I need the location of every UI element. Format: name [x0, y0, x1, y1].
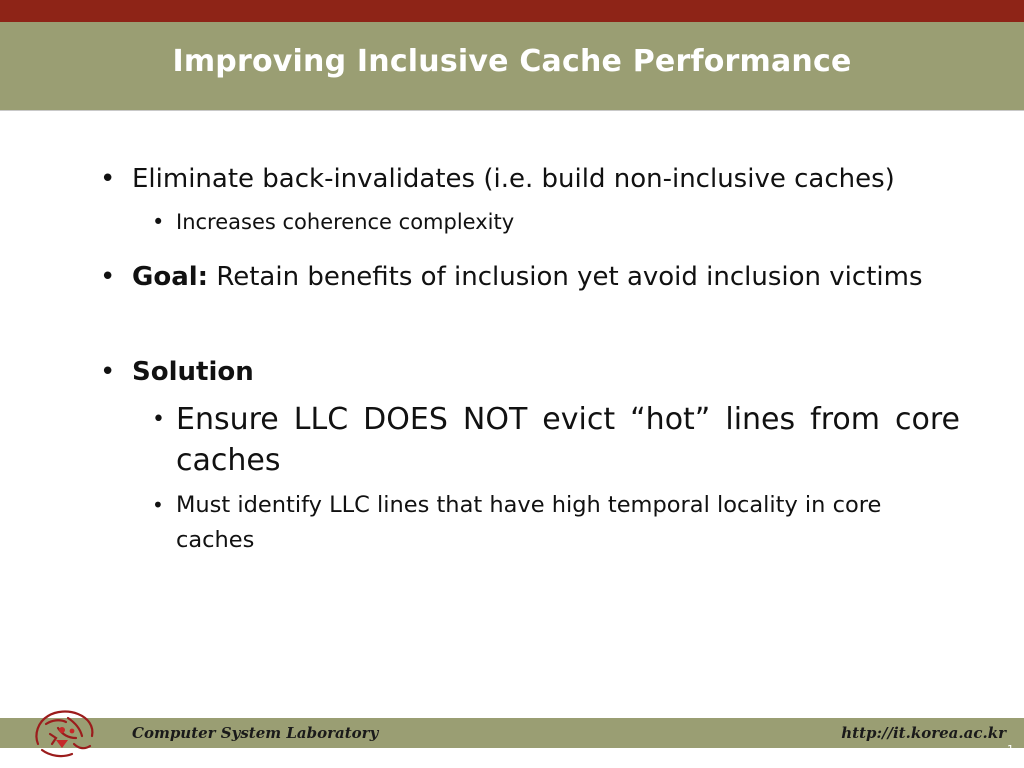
goal-text: Retain benefits of inclusion yet avoid inclusion victims: [208, 262, 923, 292]
goal-label: Goal:: [132, 262, 209, 292]
bullet-solution: [100, 354, 960, 390]
bullet-eliminate-back-invalidates: [100, 161, 960, 197]
footer-url: http://it.korea.ac.kr: [841, 724, 1006, 742]
bullet-text: Ensure LLC DOES NOT evict “hot” lines from core caches: [176, 402, 960, 478]
page-number: 1: [1007, 743, 1014, 756]
sub-bullet-coherence-complexity: [152, 206, 960, 238]
bullet-marker: •: [100, 357, 116, 387]
solution-label: Solution: [132, 357, 254, 387]
tiger-emblem-icon: [28, 704, 100, 762]
slide-title: Improving Inclusive Cache Performance: [172, 43, 852, 79]
title-divider: [0, 110, 1024, 111]
bullet-marker: •: [152, 407, 165, 432]
bullet-marker: •: [152, 210, 165, 234]
bullet-goal: [100, 259, 960, 295]
sub-bullet-identify-llc-lines: [152, 488, 942, 558]
bullet-text: Must identify LLC lines that have high temporal locality in core caches: [176, 492, 882, 553]
bullet-marker: •: [100, 164, 116, 194]
bullet-marker: •: [100, 262, 116, 292]
title-bar: [0, 22, 1024, 110]
top-accent-stripe: [0, 0, 1024, 22]
sub-bullet-ensure-llc: [152, 399, 960, 481]
bullet-text: [132, 259, 960, 295]
footer-lab-name: Computer System Laboratory: [132, 724, 379, 742]
bullet-text: Eliminate back-invalidates (i.e. build non-inclusive caches): [132, 164, 895, 194]
bullet-marker: •: [152, 493, 164, 517]
bullet-text: Increases coherence complexity: [176, 210, 515, 234]
